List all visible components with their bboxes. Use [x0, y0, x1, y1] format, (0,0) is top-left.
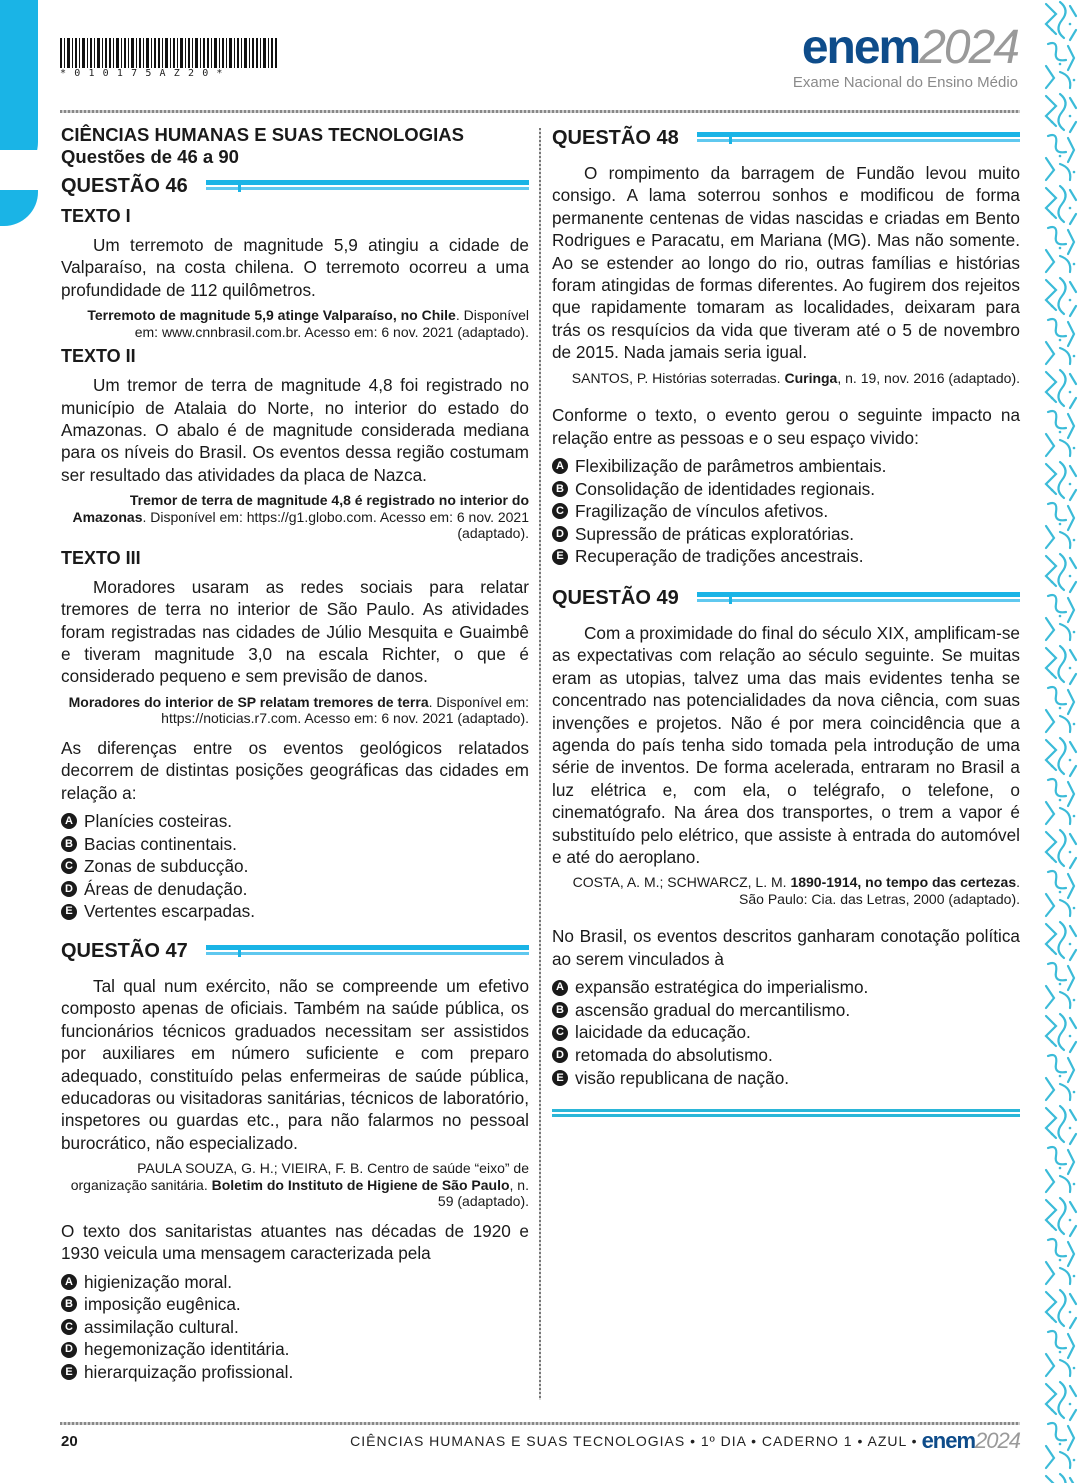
decorative-left-tab-gap	[0, 150, 38, 195]
source-details: . Disponível em: www.cnnbrasil.com.br. Acesso em: 6 nov. 2021 (adaptado).	[134, 307, 529, 340]
text-source	[61, 492, 529, 542]
option-c[interactable]	[552, 500, 1020, 523]
footer-text: CIÊNCIAS HUMANAS E SUAS TECNOLOGIAS • 1º DIA • CADERNO 1 • AZUL •	[350, 1433, 918, 1449]
option-b[interactable]	[61, 833, 529, 856]
question-header-bar	[697, 592, 1020, 604]
option-c[interactable]	[61, 855, 529, 878]
option-text: assimilação cultural.	[84, 1316, 239, 1337]
option-text: Bacias continentais.	[84, 833, 237, 854]
text-body: Um terremoto de magnitude 5,9 atingiu a cidade de Valparaíso, na costa chilena. O terremoto ocorreu a uma profundidade de 112 quilômetros.	[61, 235, 529, 300]
question-48	[552, 124, 1020, 568]
option-a[interactable]	[61, 1271, 529, 1294]
footer-divider	[60, 1422, 1020, 1425]
option-d[interactable]	[552, 523, 1020, 546]
source-details: . Disponível em: https://g1.globo.com. Acesso em: 6 nov. 2021 (adaptado).	[142, 508, 529, 542]
question-stem: Conforme o texto, o evento gerou o seguinte impacto na relação entre as pessoas e o seu espaço vivido:	[552, 405, 1020, 448]
option-text: Vertentes escarpadas.	[84, 901, 256, 922]
option-letter-badge: C	[552, 503, 568, 519]
option-b[interactable]	[552, 478, 1020, 501]
option-d[interactable]	[61, 878, 529, 901]
option-letter-badge: E	[61, 904, 77, 920]
enem-logo	[792, 21, 1018, 91]
option-letter-badge: E	[61, 1364, 77, 1380]
text-body: Um tremor de terra de magnitude 4,8 foi registrado no município de Atalaia do Norte, no interior do estado do Amazonas. O abalo é de magnitude considerada mediana para os níveis do Brasil. Os eventos dessa região costumam ser resultado das atividades da placa de Nazca.	[61, 375, 529, 485]
question-stem: No Brasil, os eventos descritos ganharam conotação política ao serem vinculados à	[552, 926, 1020, 969]
option-text: Supressão de práticas exploratórias.	[575, 523, 854, 544]
question-header-bar	[206, 945, 529, 957]
footer-info	[350, 1428, 1020, 1454]
barcode	[60, 38, 278, 68]
footer-logo-year: 2024	[975, 1428, 1020, 1453]
option-text: Áreas de denudação.	[84, 878, 248, 899]
option-text: visão republicana de nação.	[575, 1067, 790, 1088]
option-text: hierarquização profissional.	[84, 1361, 294, 1382]
option-text: expansão estratégica do imperialismo.	[575, 977, 869, 998]
question-title: QUESTÃO 49	[552, 586, 679, 609]
option-text: higienização moral.	[84, 1271, 233, 1292]
option-text: ascensão gradual do mercantilismo.	[575, 999, 851, 1020]
option-letter-badge: B	[552, 481, 568, 497]
source-title: Tremor de terra de magnitude 4,8 é registrado no interior do Amazonas	[72, 492, 529, 525]
header-divider	[60, 110, 1020, 113]
column-divider	[539, 128, 541, 1400]
option-d[interactable]	[61, 1338, 529, 1361]
source-title: Curinga	[784, 369, 838, 386]
option-letter-badge: A	[552, 980, 568, 996]
option-text: Zonas de subducção.	[84, 856, 249, 877]
text-body: Moradores usaram as redes sociais para relatar tremores de terra no interior de São Paulo. As atividades foram registradas nas cidades de Júlio Mesquita e Guaimbê e tiveram magnitude 3,0 na escala Richter, o que é considerado pequeno e sem previsão de danos.	[61, 576, 529, 687]
option-letter-badge: D	[552, 526, 568, 542]
source-author: PAULA SOUZA, G. H.; VIEIRA, F. B. Centro de saúde “eixo” de organização sanitária.	[70, 1160, 529, 1193]
option-a[interactable]	[61, 810, 529, 833]
option-text: imposição eugênica.	[84, 1294, 241, 1315]
section-title: CIÊNCIAS HUMANAS E SUAS TECNOLOGIAS	[61, 124, 464, 145]
question-header	[552, 584, 1020, 612]
source-title: Terremoto de magnitude 5,9 atinge Valparaíso, no Chile	[87, 307, 456, 324]
logo-enem-word: enem	[801, 21, 920, 74]
source-author: SANTOS, P. Histórias soterradas.	[571, 369, 785, 386]
question-title: QUESTÃO 46	[61, 175, 188, 197]
option-e[interactable]	[61, 900, 529, 923]
text-source	[552, 874, 1020, 907]
source-author: COSTA, A. M.; SCHWARCZ, L. M.	[572, 874, 791, 891]
question-header	[552, 124, 1020, 152]
source-details: . Disponível em: https://noticias.r7.com. Acesso em: 6 nov. 2021 (adaptado).	[161, 693, 529, 727]
barcode-number: *010175AZ20*	[60, 68, 231, 79]
option-letter-badge: C	[61, 1319, 77, 1335]
source-details: , n. 19, nov. 2016 (adaptado).	[837, 369, 1020, 386]
option-letter-badge: B	[61, 1296, 77, 1312]
question-title: QUESTÃO 48	[552, 127, 679, 149]
option-letter-badge: E	[552, 549, 568, 565]
answer-options	[552, 976, 1020, 1089]
option-a[interactable]	[552, 976, 1020, 999]
question-header	[61, 172, 529, 200]
text-body: Tal qual num exército, não se compreende um efetivo composto apenas de oficiais. Também na saúde pública, os funcionários técnicos graduados necessitam ser assistidos por auxiliares em número suficiente e com preparo adequado, constituído pelas enfermeiras de saúde pública, educadoras ou visitadoras sanitárias, técnicos de laboratório, inspetores ou guardas etc., para não falarmos no pessoal burocrático, não especializado.	[61, 975, 529, 1153]
option-e[interactable]	[552, 545, 1020, 568]
footer-enem-logo	[922, 1428, 1020, 1454]
decorative-pattern-strip	[1040, 0, 1080, 1483]
option-b[interactable]	[552, 999, 1020, 1022]
question-stem: O texto dos sanitaristas atuantes nas décadas de 1920 e 1930 veicula uma mensagem caracterizada pela	[61, 1220, 529, 1264]
option-letter-badge: A	[61, 1274, 77, 1290]
option-text: laicidade da educação.	[575, 1022, 751, 1043]
answer-options	[61, 810, 529, 923]
option-letter-badge: D	[61, 881, 77, 897]
source-title: 1890-1914, no tempo das certezas	[790, 874, 1017, 891]
left-column	[61, 124, 529, 1384]
option-letter-badge: A	[61, 813, 77, 829]
text-source	[552, 370, 1020, 387]
section-end-bar	[552, 1109, 1020, 1117]
source-details: . São Paulo: Cia. das Letras, 2000 (adaptado).	[739, 874, 1020, 907]
option-e[interactable]	[552, 1067, 1020, 1090]
option-text: Fragilização de vínculos afetivos.	[575, 501, 829, 522]
logo-year: 2024	[919, 21, 1018, 74]
option-letter-badge: D	[552, 1047, 568, 1063]
question-46	[61, 172, 529, 923]
option-text: Consolidação de identidades regionais.	[575, 478, 876, 499]
question-49	[552, 584, 1020, 1117]
option-text: retomada do absolutismo.	[575, 1045, 773, 1065]
option-b[interactable]	[61, 1293, 529, 1316]
source-title: Boletim do Instituto de Higiene de São Paulo	[211, 1176, 510, 1193]
question-47	[61, 937, 529, 1384]
option-text: hegemonização identitária.	[84, 1339, 290, 1360]
right-column	[552, 124, 1020, 1117]
question-stem: As diferenças entre os eventos geológicos relatados decorrem de distintas posições geográficas das cidades em relação a:	[61, 737, 529, 803]
logo-subtitle: Exame Nacional do Ensino Médio	[792, 74, 1018, 91]
text-label: TEXTO I	[61, 206, 131, 226]
text-body: Com a proximidade do final do século XIX, amplificam-se as expectativas com relação ao século seguinte. Se muitas eram as utopias, talvez uma das mais evidentes tenha se concentrado nas potencialidades da nova ciência, com suas invenções e projetos. Não é por mera coincidência que a agenda do país tenha sido tomada pela introdução de uma série de inventos. De forma acelerada, entraram no Brasil a luz elétrica e, com ela, o telégrafo, o telefone, o cinematógrafo. Na área dos transportes, o trem a vapor é substituído pelo elétrico, que assiste à entrada do automóvel e até do aeroplano.	[552, 622, 1020, 867]
page-number: 20	[61, 1432, 78, 1450]
text-label: TEXTO III	[61, 547, 141, 568]
option-letter-badge: A	[552, 458, 568, 474]
option-letter-badge: B	[61, 836, 77, 852]
answer-options	[552, 455, 1020, 568]
footer-logo-enem: enem	[921, 1428, 976, 1453]
text-source	[61, 694, 529, 727]
option-a[interactable]	[552, 455, 1020, 478]
option-letter-badge: C	[552, 1025, 568, 1041]
text-body: O rompimento da barragem de Fundão levou muito consigo. A lama soterrou sonhos e modificou de forma permanente centenas de vidas nascidas e criadas em Bento Rodrigues e Paracatu, em Mariana (MG). Mas não somente. Ao se estender ao longo do rio, outras famílias e histórias foram atingidas de formas diferentes. Ao fugirem dos rejeitos que rapidamente tomaram as localidades, deixaram para trás os resquícios da vida que tiveram até o 5 de novembro de 2015. Nada jamais seria igual.	[552, 163, 1020, 363]
section-subtitle: Questões de 46 a 90	[61, 146, 239, 167]
option-c[interactable]	[552, 1021, 1020, 1044]
option-text: Planícies costeiras.	[84, 811, 233, 831]
option-letter-badge: B	[552, 1002, 568, 1018]
text-source	[61, 307, 529, 340]
option-text: Recuperação de tradições ancestrais.	[575, 546, 864, 567]
question-header-bar	[206, 180, 529, 192]
option-d[interactable]	[552, 1044, 1020, 1067]
question-title: QUESTÃO 47	[61, 939, 188, 962]
page-footer	[61, 1428, 1020, 1454]
text-source	[61, 1160, 529, 1210]
option-text: Flexibilização de parâmetros ambientais.	[575, 455, 887, 476]
question-header-bar	[697, 132, 1020, 144]
option-letter-badge: D	[61, 1342, 77, 1358]
option-letter-badge: E	[552, 1070, 568, 1086]
source-details: , n. 59 (adaptado).	[437, 1176, 529, 1210]
text-label: TEXTO II	[61, 346, 136, 367]
source-title: Moradores do interior de SP relatam tremores de terra	[68, 693, 429, 710]
option-c[interactable]	[61, 1316, 529, 1339]
question-header	[61, 937, 529, 965]
option-e[interactable]	[61, 1361, 529, 1384]
option-letter-badge: C	[61, 858, 77, 874]
answer-options	[61, 1271, 529, 1384]
